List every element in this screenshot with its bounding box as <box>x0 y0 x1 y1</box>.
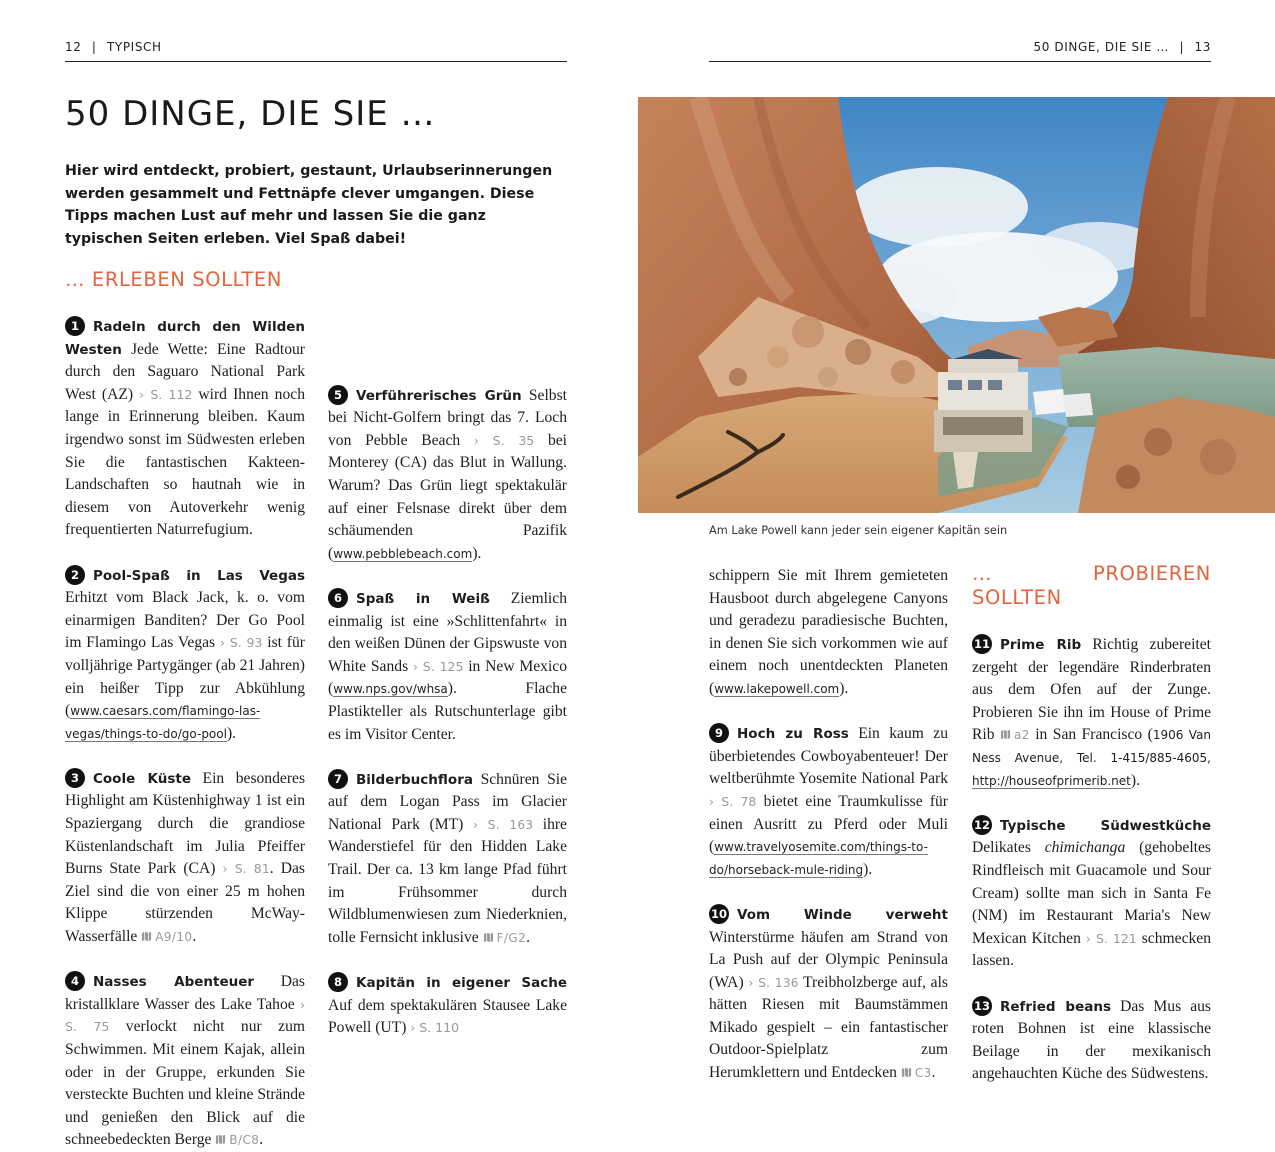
item-title: Typische Südwestküche <box>1000 817 1211 834</box>
item-title: Pool-Spaß in Las Vegas <box>93 567 305 584</box>
running-title-right: 50 DINGE, DIE SIE … <box>1033 40 1170 54</box>
photo-caption: Am Lake Powell kann jeder sein eigener Kapitän sein <box>709 524 1008 537</box>
chevron-right-icon: › <box>709 793 722 809</box>
column-4 <box>972 562 1211 1086</box>
list-item: 8 Kapitän in eigener Sache Auf dem spektakulären Stausee Lake Powell (UT) › S. 110 <box>328 972 567 1040</box>
item-title: Spaß in Weiß <box>356 590 490 607</box>
item-number-badge: 2 <box>65 565 85 585</box>
chevron-right-icon: › <box>222 861 235 877</box>
list-item: 13 Refried beans Das Mus aus roten Bohnen ist eine klassische Beilage in der mexikanisch angehauchten Küche des Südwestens. <box>972 997 1212 1083</box>
item-number-badge: 13 <box>972 996 992 1016</box>
map-icon <box>901 1067 912 1078</box>
running-header-left: 12 | TYPISCH <box>65 40 162 54</box>
page-reference[interactable]: › S. 75 <box>65 996 305 1035</box>
header-rule-right <box>709 61 1211 62</box>
item-number-badge: 10 <box>709 904 729 924</box>
list-item: 7 Bilderbuchflora Schnüren Sie auf dem Logan Pass im Glacier National Park (MT) › S. 163 ihre Wanderstiefel für den Hidden Lake Trail. Der ca. 13 km lange Pfad führt im Frühsommer durch Wildblumenwiesen zum Niederknien, tolle Fernsicht inklusive F/G2. <box>328 770 567 946</box>
map-reference[interactable]: A9/10 <box>141 930 192 944</box>
list-item: 1 Radeln durch den Wilden Westen Jede Wette: Eine Radtour durch den Saguaro National Park West (AZ) › S. 112 wird Ihnen noch lange in Erinnerung bleiben. Kaum irgendwo sonst im Südwesten erleben Sie die fantastischen Kakteen-Landschaften so hautnah wie in diesem von Autoverkehr wenig frequentierten Naturrefugium. <box>65 316 305 542</box>
list-item: 12 Typische Südwestküche Delikates chimichanga (gehobeltes Rindfleisch mit Guacamole und Sour Cream) sollte man sich in Santa Fe (NM) im Restaurant Maria's New Mexican Kitchen › S. 121 schmecken lassen. <box>972 815 1211 973</box>
item-number-badge: 12 <box>972 815 992 835</box>
item-title: Nasses Abenteuer <box>93 974 255 991</box>
page-reference[interactable]: › S. 136 <box>748 974 799 990</box>
chevron-right-icon: › <box>412 658 423 674</box>
list-item: 4 Nasses Abenteuer Das kristallklare Wasser des Lake Tahoe › S. 75 verlockt nicht nur zum Schwimmen. Mit einem Kajak, allein oder in der Gruppe, erkunden Sie versteckte Buchten und kleine Strände und genießen den Blick auf die schneebedeckten Berge B/C8. <box>65 973 305 1149</box>
header-rule-left <box>65 61 567 62</box>
item-number-badge: 5 <box>328 385 348 405</box>
item-title: Refried beans <box>1000 998 1111 1015</box>
item-number-badge: 1 <box>65 316 85 336</box>
item-title: Bilderbuchflora <box>356 771 473 788</box>
page-reference[interactable]: › S. 81 <box>222 861 270 877</box>
web-link[interactable]: www.pebblebeach.com <box>333 546 473 561</box>
list-item: 3 Coole Küste Ein besonderes Highlight am Küstenhighway 1 ist ein Spaziergang durch die grandiose Küstenlandschaft im Julia Pfeiffer Burns State Park (CA) › S. 81. Das Ziel sind die von einer 25 m hohen Klippe stürzenden McWay-Wasserfälle A9/10. <box>65 769 306 946</box>
chevron-right-icon: › <box>410 1020 420 1036</box>
web-link[interactable]: www.travelyosemite.com/things-to-do/horseback-mule-riding <box>709 840 928 877</box>
page-reference[interactable]: › S. 78 <box>709 793 757 809</box>
item-title: Hoch zu Ross <box>737 726 849 743</box>
section-heading-erleben: … ERLEBEN SOLLTEN <box>65 268 283 291</box>
column-2 <box>328 272 567 1040</box>
item-number-badge: 7 <box>328 769 348 789</box>
page-reference[interactable]: › S. 125 <box>412 658 464 674</box>
map-reference[interactable]: a2 <box>1000 728 1030 742</box>
map-icon <box>215 1134 226 1145</box>
list-item: 11 Prime Rib Richtig zubereitet zergeht der legendäre Rinderbraten aus dem Ofen auf der Zunge. Probieren Sie ihn im House of Prime Rib a2 in San Francisco (1906 Van Ness Avenue, Tel. 1-415/885-4605, http://houseofprimerib.net). <box>972 636 1211 789</box>
map-reference[interactable]: C3 <box>901 1066 932 1080</box>
page-reference[interactable]: › S. 35 <box>473 432 535 448</box>
chevron-right-icon: › <box>139 386 151 402</box>
map-reference[interactable]: F/G2 <box>483 931 526 945</box>
web-link[interactable]: http://houseofprimerib.net <box>972 773 1131 788</box>
intro-text: Hier wird entdeckt, probiert, gestaunt, Urlaubserinnerungen werden gesammelt und Fettnäpfe clever umgangen. Diese Tipps machen Lust auf mehr und lassen Sie die ganz typischen Seiten erleben. Viel Spaß dabei! <box>65 163 553 247</box>
item-number-badge: 6 <box>328 588 348 608</box>
map-icon <box>483 932 494 943</box>
lake-powell-photo <box>638 97 1275 513</box>
chevron-right-icon: › <box>219 635 230 651</box>
item-number-badge: 9 <box>709 723 729 743</box>
item-title: Vom Winde verweht <box>737 906 948 923</box>
item-title: Verführerisches Grün <box>356 387 522 404</box>
map-icon <box>1000 729 1011 740</box>
item-number-badge: 3 <box>65 768 85 788</box>
page-reference[interactable]: › S. 110 <box>410 1020 460 1036</box>
map-reference[interactable]: B/C8 <box>215 1133 259 1147</box>
item-number-badge: 8 <box>328 972 348 992</box>
list-item: 9 Hoch zu Ross Ein kaum zu überbietendes Cowboyabenteuer! Der weltberühmte Yosemite National Park › S. 78 bietet eine Traumkulisse für einen Ausritt zu Pferd oder Muli (www.travelyosemite.com/things-to-do/horseback-mule-riding). <box>709 725 948 878</box>
item-title: Coole Küste <box>93 770 192 787</box>
page-title: 50 DINGE, DIE SIE … <box>65 94 436 134</box>
list-item: 2 Pool-Spaß in Las Vegas Erhitzt vom Black Jack, k. o. vom einarmigen Banditen? Der Go Pool im Flamingo Las Vegas › S. 93 ist für volljährige Partygänger (ab 21 Jahren) ein heißer Tipp zur Abkühlung (www.caesars.com/flamingo-las-vegas/things-to-do/go-pool). <box>65 565 305 746</box>
web-link[interactable]: www.nps.gov/whsa <box>333 682 448 697</box>
dish-name: chimichanga <box>1044 839 1126 857</box>
address-text: 1906 Van Ness Avenue, Tel. 1-415/885-4605, <box>972 728 1211 765</box>
page-reference[interactable]: › S. 93 <box>219 635 263 651</box>
chevron-right-icon: › <box>473 432 493 448</box>
page-number-right: 13 <box>1194 40 1211 54</box>
item-number-badge: 11 <box>972 634 992 654</box>
page-reference[interactable]: › S. 163 <box>472 816 534 832</box>
column-3 <box>709 565 948 1085</box>
web-link[interactable]: www.caesars.com/flamingo-las-vegas/things-to-do/go-pool <box>65 704 261 741</box>
page-reference[interactable]: › S. 112 <box>139 386 193 402</box>
list-item: 10 Vom Winde verweht Winterstürme häufen am Strand von La Push auf der Olympic Peninsula (WA) › S. 136 Treibholzberge auf, als hätten Riesen mit Baumstämmen Mikado gespielt – ein fantastischer Outdoor-Spielplatz zum Herumklettern und Entdecken C3. <box>709 904 948 1085</box>
page-reference[interactable]: › S. 121 <box>1085 930 1137 946</box>
running-title-left: TYPISCH <box>106 40 162 54</box>
chevron-right-icon: › <box>300 996 305 1012</box>
chevron-right-icon: › <box>472 816 488 832</box>
chevron-right-icon: › <box>1085 930 1096 946</box>
item-title: Kapitän in eigener Sache <box>356 975 567 992</box>
list-item: 6 Spaß in Weiß Ziemlich einmalig ist eine »Schlittenfahrt« in den weißen Dünen der Gipswuste von White Sands › S. 125 in New Mexico (www.nps.gov/whsa). Flache Plastikteller als Rutschunterlage gibt es im Visitor Center. <box>328 589 567 743</box>
chevron-right-icon: › <box>748 974 759 990</box>
section-heading-probieren: … PROBIEREN SOLLTEN <box>972 562 1211 609</box>
item-title: Prime Rib <box>1000 637 1082 653</box>
page-number-left: 12 <box>65 40 82 54</box>
running-header-right: 50 DINGE, DIE SIE … | 13 <box>1033 40 1211 54</box>
web-link[interactable]: www.lakepowell.com <box>714 681 840 696</box>
item-title: Radeln durch den Wilden Westen <box>65 319 305 358</box>
list-item: 5 Verführerisches Grün Selbst bei Nicht-Golfern bringt das 7. Loch von Pebble Beach › S. 35 bei Monterey (CA) das Blut in Wallung. Warum? Das Grün liegt spektakulär auf einer Felsnase direkt über dem schäumenden Pazifik (www.pebblebeach.com). <box>328 386 567 562</box>
item-number-badge: 4 <box>65 971 85 991</box>
list-item-continued: schippern Sie mit Ihrem gemieteten Hausboot durch abgelegene Canyons und geradezu paradiesische Buchten, in denen Sie sich vorkommen wie auf einem noch unentdeckten Planeten (www.lakepowell.com). <box>709 567 948 697</box>
map-icon <box>141 931 152 942</box>
column-1 <box>65 268 305 1152</box>
